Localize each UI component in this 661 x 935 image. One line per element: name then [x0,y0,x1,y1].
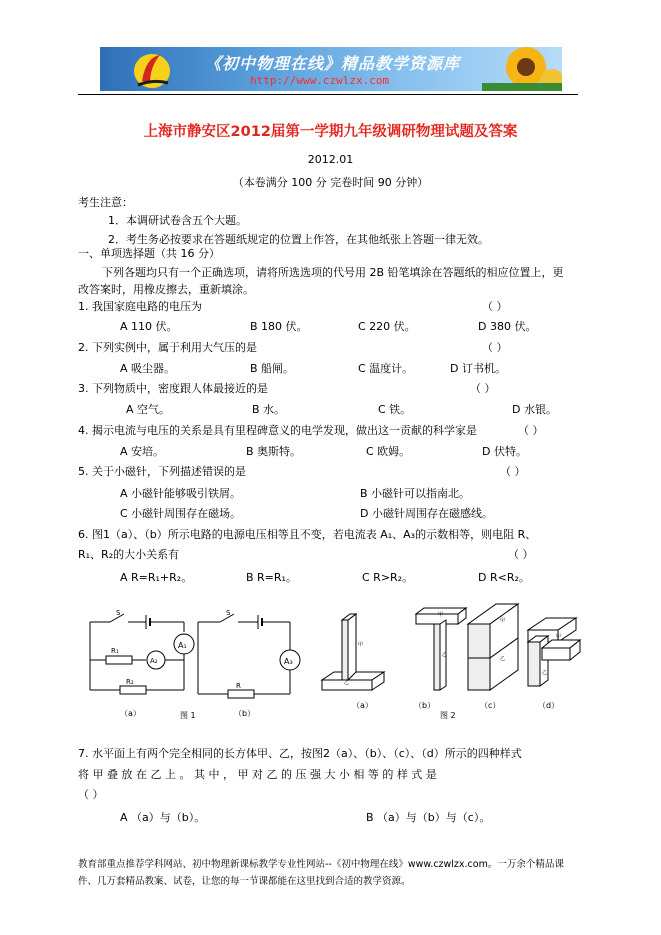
note-item: 1．本调研试卷含五个大题。 [108,214,247,227]
exam-meta: （本卷满分 100 分 完卷时间 90 分钟） [232,176,429,189]
switch-label: S [116,609,121,617]
circuit-b [198,614,300,698]
question-stem: 7. 水平面上有两个完全相同的长方体甲、乙，按图2（a）、（b）、（c）、（d）所示的四种样式 [78,747,522,760]
exam-date: 2012.01 [307,153,354,166]
block-yi-label: 乙 [500,656,506,662]
section-intro: 下列各题均只有一个正确选项，请将所选选项的代号用 2B 铅笔填涂在答题纸的相应位置上，更 [102,266,564,279]
banner-url: http://www.czwlzx.com [250,74,390,87]
option: B R=R₁。 [246,571,297,584]
question-stem: R₁、R₂的大小关系有 [78,548,180,561]
ammeter-a3-label: A₃ [284,657,293,666]
block-set-c [468,604,518,690]
section-intro: 改答案时，用橡皮擦去，重新填涂。 [78,283,254,296]
option: A 小磁针能够吸引铁屑。 [120,487,242,500]
question-stem: 3. 下列物质中，密度跟人体最接近的是 [78,382,268,395]
option: B 180 伏。 [250,320,308,333]
option: C 温度计。 [358,362,414,375]
option: C R>R₂。 [362,571,414,584]
option: B 水。 [252,403,286,416]
block-jia-label: 甲 [500,618,506,624]
block-yi-label: 乙 [542,670,548,676]
header-banner [100,47,562,91]
fig2-caption: 图 2 [440,711,456,720]
option: D 水银。 [512,403,557,416]
question-stem: 1. 我国家庭电路的电压为 [78,300,202,313]
option: D 小磁针周围存在磁感线。 [360,507,493,520]
fig2-b-label: （b） [414,701,436,710]
sunflower-image [482,47,562,91]
block-set-b [416,608,466,690]
option: A 空气。 [126,403,171,416]
option: D 订书机。 [450,362,506,375]
resistor-r1-label: R₁ [111,647,119,655]
answer-paren: （ ） [508,548,534,561]
notes-heading: 考生注意： [78,196,133,209]
option: B （a）与（b）与（c）。 [366,811,491,824]
block-set-d [528,618,580,686]
fig2-a-label: （a） [352,701,373,710]
option: C 铁。 [378,403,412,416]
block-set-a [322,614,384,690]
resistor-r-label: R [236,682,241,690]
fig2-d-label: （d） [538,701,560,710]
ammeter-a1-label: A₁ [178,641,187,650]
option: A R=R₁+R₂。 [120,571,193,584]
figure-2-blocks [318,600,588,725]
question-stem: 5. 关于小磁针，下列描述错误的是 [78,465,246,478]
option: B 奥斯特。 [246,445,302,458]
resistor-r2-label: R₂ [126,678,134,686]
ammeter-a2-label: A₂ [150,657,158,665]
answer-paren: （ ） [78,788,104,801]
fig2-c-label: （c） [480,701,501,710]
page-title: 上海市静安区2012届第一学期九年级调研物理试题及答案 [143,124,518,140]
page-footer [78,856,588,890]
answer-paren: （ ） [482,300,508,313]
block-jia-label: 甲 [556,634,562,640]
option: D 380 伏。 [478,320,537,333]
option: B 船闸。 [250,362,295,375]
block-yi-label: 乙 [442,652,448,658]
answer-paren: （ ） [500,465,526,478]
question-stem: 6. 图1（a）、（b）所示电路的电源电压相等且不变，若电流表 A₁、A₃的示数相等，则电阻 R、 [78,528,537,541]
circuit-a [90,614,194,694]
block-jia-label: 甲 [438,612,444,618]
option: A 安培。 [120,445,165,458]
block-jia-label: 甲 [358,642,364,648]
footer-line: 教育部重点推荐学科网站、初中物理新课标教学专业性网站--《初中物理在线》www.czwlzx.com。一万余个精品课 [78,859,564,870]
fig1-caption: 图 1 [180,711,196,720]
option: A 吸尘器。 [120,362,176,375]
banner-title: 《初中物理在线》精品教学资源库 [205,54,461,73]
question-stem: 4. 揭示电流与电压的关系是具有里程碑意义的电学发现，做出这一贡献的科学家是 [78,424,477,437]
footer-line: 件、几万套精品教案、试卷，让您的每一节课都能在这里找到合适的教学资源。 [78,876,411,887]
answer-paren: （ ） [482,341,508,354]
answer-paren: （ ） [518,424,544,437]
option: B 小磁针可以指南北。 [360,487,471,500]
header-rule [78,94,578,95]
question-stem: 2. 下列实例中，属于利用大气压的是 [78,341,257,354]
figure-1-circuits [84,604,314,724]
option: A 110 伏。 [120,320,178,333]
logo-icon [124,47,184,91]
option: D R<R₂。 [478,571,530,584]
answer-paren: （ ） [470,382,496,395]
block-yi-label: 乙 [344,680,350,686]
fig1-a-label: （a） [120,709,141,718]
question-stem: 将 甲 叠 放 在 乙 上 。 其 中 ， 甲 对 乙 的 压 强 大 小 相 等 的 样 式 是 [78,768,437,781]
option: D 伏特。 [482,445,527,458]
option: C 220 伏。 [358,320,416,333]
note-item: 2．考生务必按要求在答题纸规定的位置上作答，在其他纸张上答题一律无效。 [108,233,489,246]
section-heading: 一、单项选择题（共 16 分） [78,247,220,260]
option: A （a）与（b）。 [120,811,206,824]
switch-label: S [226,609,231,617]
option: C 欧姆。 [366,445,411,458]
option: C 小磁针周围存在磁场。 [120,507,242,520]
fig1-b-label: （b） [234,709,256,718]
